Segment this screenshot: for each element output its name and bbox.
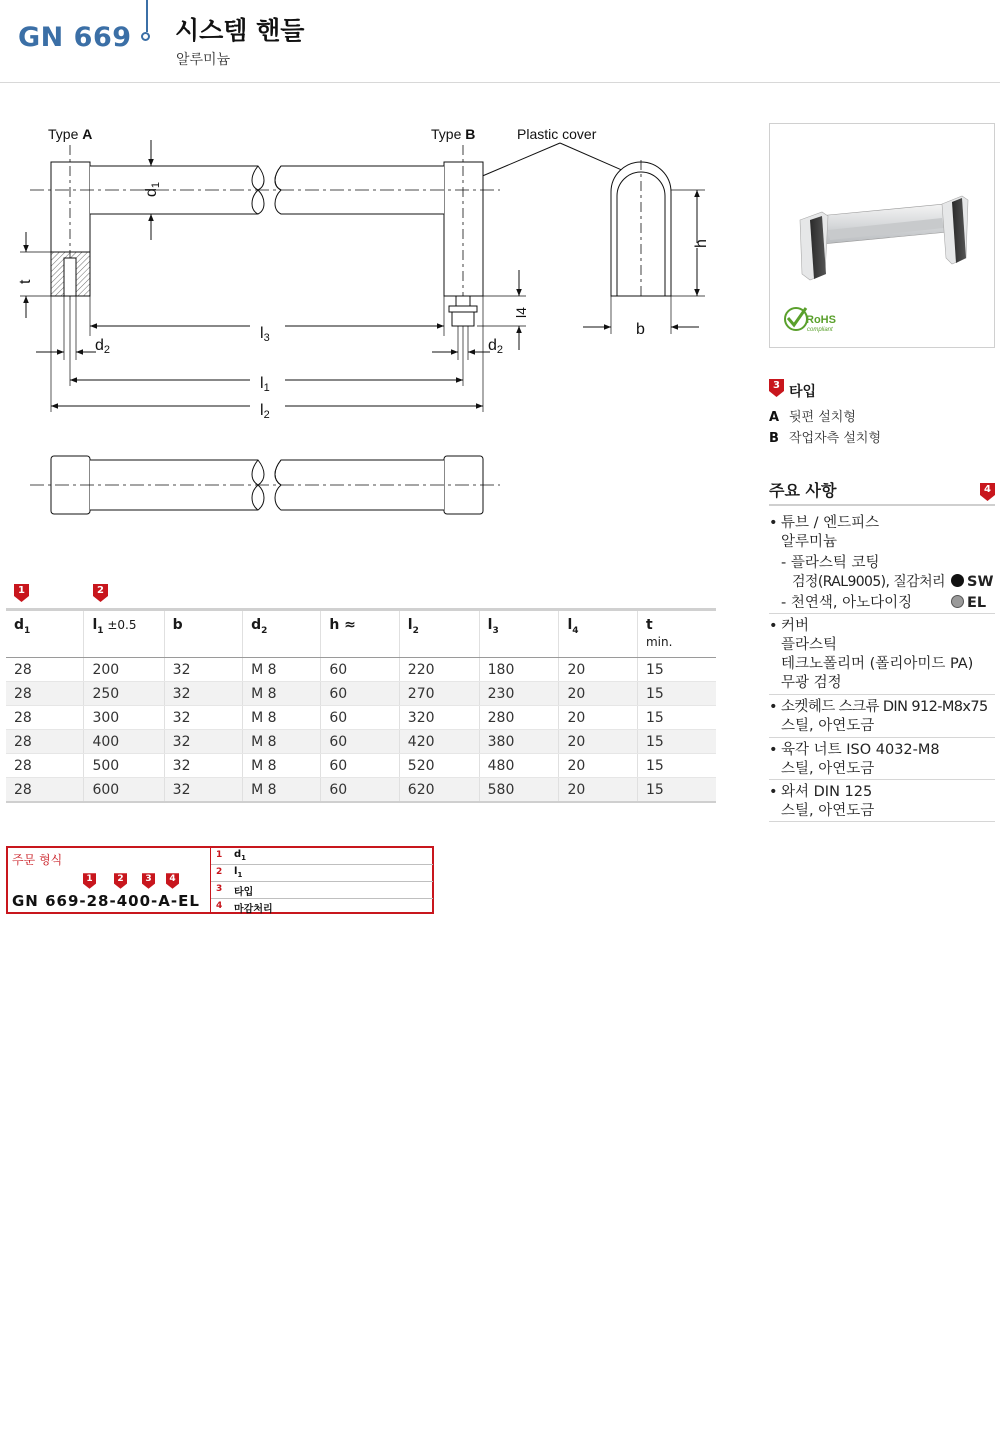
spec-table — [6, 608, 716, 803]
plastic-cover-label: Plastic cover — [517, 126, 597, 142]
header-accent-line — [146, 0, 148, 32]
table-row — [6, 658, 716, 682]
table-cell: 15 — [637, 754, 716, 778]
table-cell: 300 — [84, 706, 164, 730]
table-row — [6, 754, 716, 778]
header-accent-dot — [141, 32, 150, 41]
order-field-row: 2 $l_1$ — [211, 865, 433, 882]
table-cell: 20 — [559, 754, 637, 778]
note-screw: • 소켓헤드 스크류 DIN 912-M8x75 스틸, 아연도금 — [769, 699, 988, 734]
table-cell: 230 — [479, 682, 559, 706]
dim-l2-label: l2 — [260, 402, 270, 421]
table-cell: 15 — [637, 658, 716, 682]
table-cell: 60 — [321, 658, 399, 682]
table-row — [6, 682, 716, 706]
table-cell: 32 — [164, 706, 242, 730]
table-cell: 320 — [399, 706, 479, 730]
type-item-a: A 뒷편 설치형 — [769, 410, 856, 425]
natural-finish-icon — [951, 595, 964, 608]
header-divider — [0, 82, 1000, 83]
table-cell: 60 — [321, 706, 399, 730]
note-tube: • 튜브 / 엔드피스 알루미늄 - 플라스틱 코팅 검정(RAL9005), 질감처리 SW - 천연색, 아노다이징 EL — [769, 515, 994, 611]
order-field-row: 3 타입 — [211, 882, 433, 899]
table-cell: 32 — [164, 658, 242, 682]
table-cell: 60 — [321, 682, 399, 706]
type-a-label: Type A — [48, 126, 93, 142]
dim-d1-label: d1 — [143, 181, 162, 197]
product-photo-box — [769, 123, 995, 348]
type-b-label: Type B — [431, 126, 476, 142]
dim-t-label: t — [17, 279, 34, 284]
finish-sw: SW — [951, 573, 993, 592]
dim-l3-label: l3 — [260, 325, 270, 344]
table-row — [6, 706, 716, 730]
table-cell: M 8 — [243, 706, 321, 730]
note-washer: • 와셔 DIN 125 스틸, 아연도금 — [769, 784, 875, 819]
column-header: b — [164, 610, 242, 658]
column-header: $d_1$ — [6, 610, 84, 658]
column-header: $l_2$ — [399, 610, 479, 658]
table-cell: 32 — [164, 778, 242, 803]
table-cell: 220 — [399, 658, 479, 682]
table-cell: 520 — [399, 754, 479, 778]
table-header-row — [6, 610, 716, 658]
bullet: • — [769, 784, 778, 800]
table-cell: 15 — [637, 682, 716, 706]
order-field-row: 4 마감처리 — [216, 901, 273, 915]
order-badge-1: 1 — [83, 873, 98, 891]
note-separator — [769, 779, 995, 780]
badge-4: 4 — [980, 483, 995, 501]
order-badge-2: 2 — [114, 873, 129, 891]
table-cell: 15 — [637, 778, 716, 803]
table-cell: 20 — [559, 682, 637, 706]
dim-l4-label: l4 — [513, 307, 529, 318]
bullet: • — [769, 515, 778, 531]
dim-d2-left-label: d2 — [95, 337, 111, 356]
table-cell: 60 — [321, 730, 399, 754]
type-heading: 타입 — [789, 384, 817, 400]
bullet: • — [769, 699, 778, 715]
table-cell: 20 — [559, 778, 637, 803]
table-cell: 600 — [84, 778, 164, 803]
column-header: t min. — [637, 610, 716, 658]
svg-text:compliant: compliant — [807, 327, 833, 333]
note-cover: • 커버 플라스틱 테크노폴리머 (폴리아미드 PA) 무광 검정 — [769, 618, 974, 691]
table-cell: 15 — [637, 730, 716, 754]
table-cell: 200 — [84, 658, 164, 682]
dim-d2-right-label: d2 — [488, 337, 504, 356]
dim-l1-label: l1 — [260, 375, 270, 394]
table-cell: 420 — [399, 730, 479, 754]
side-view — [611, 160, 671, 300]
table-cell: 32 — [164, 682, 242, 706]
table-cell: 280 — [479, 706, 559, 730]
order-format-label: 주문 형식 — [12, 853, 63, 867]
table-cell: M 8 — [243, 682, 321, 706]
table-cell: M 8 — [243, 778, 321, 803]
table-cell: M 8 — [243, 754, 321, 778]
column-header: h ≈ — [321, 610, 399, 658]
note-separator — [769, 613, 995, 614]
column-header: $l_3$ — [479, 610, 559, 658]
badge-1: 1 — [14, 584, 29, 602]
type-item-b: B 작업자측 설치형 — [769, 431, 882, 446]
column-header: $l_4$ — [559, 610, 637, 658]
column-header: $d_2$ — [243, 610, 321, 658]
table-body — [6, 658, 716, 803]
top-view — [30, 456, 500, 514]
plastic-cover-leader-1 — [473, 143, 560, 180]
table-cell: 20 — [559, 658, 637, 682]
table-cell: 620 — [399, 778, 479, 803]
bullet: • — [769, 618, 778, 634]
table-cell: 60 — [321, 778, 399, 803]
badge-2: 2 — [93, 584, 108, 602]
table-cell: 20 — [559, 706, 637, 730]
table-cell: 28 — [6, 730, 84, 754]
product-photo — [770, 124, 994, 347]
note-separator — [769, 694, 995, 695]
table-cell: 28 — [6, 682, 84, 706]
product-code: GN 669 — [18, 22, 132, 53]
table-cell: 500 — [84, 754, 164, 778]
table-cell: M 8 — [243, 730, 321, 754]
order-badge-4: 4 — [166, 873, 181, 891]
table-cell: 380 — [479, 730, 559, 754]
notes-heading: 주요 사항 — [769, 481, 837, 500]
dim-b-label: b — [636, 321, 645, 338]
finish-el: EL — [951, 594, 986, 613]
order-field-row: 1 $d_1$ — [211, 848, 433, 865]
page-title: 시스템 핸들 — [175, 16, 305, 45]
table-cell: 32 — [164, 754, 242, 778]
table-cell: 400 — [84, 730, 164, 754]
technical-drawing — [0, 110, 740, 530]
badge-3: 3 — [769, 379, 784, 397]
notes-divider — [769, 504, 995, 506]
page-subtitle: 알루미늄 — [176, 52, 231, 68]
note-nut: • 육각 너트 ISO 4032-M8 스틸, 아연도금 — [769, 742, 940, 777]
rohs-icon — [785, 308, 836, 333]
table-cell: 580 — [479, 778, 559, 803]
table-cell: 180 — [479, 658, 559, 682]
table-cell: 28 — [6, 706, 84, 730]
order-code-example: GN 669-28-400-A-EL — [12, 892, 200, 910]
table-cell: 20 — [559, 730, 637, 754]
note-separator — [769, 737, 995, 738]
note-separator — [769, 821, 995, 822]
table-row — [6, 778, 716, 803]
bullet: • — [769, 742, 778, 758]
order-badge-3: 3 — [142, 873, 157, 891]
table-cell: 28 — [6, 778, 84, 803]
table-cell: 32 — [164, 730, 242, 754]
front-view — [30, 145, 500, 326]
table-cell: M 8 — [243, 658, 321, 682]
table-row — [6, 730, 716, 754]
column-header: $l_1 \pm 0.5$ — [84, 610, 164, 658]
table-cell: 60 — [321, 754, 399, 778]
table-cell: 480 — [479, 754, 559, 778]
black-finish-icon — [951, 574, 964, 587]
table-cell: 15 — [637, 706, 716, 730]
table-cell: 250 — [84, 682, 164, 706]
table-cell: 28 — [6, 658, 84, 682]
dim-h-label: h — [693, 239, 710, 248]
table-cell: 28 — [6, 754, 84, 778]
table-cell: 270 — [399, 682, 479, 706]
svg-text:RoHS: RoHS — [806, 314, 836, 326]
